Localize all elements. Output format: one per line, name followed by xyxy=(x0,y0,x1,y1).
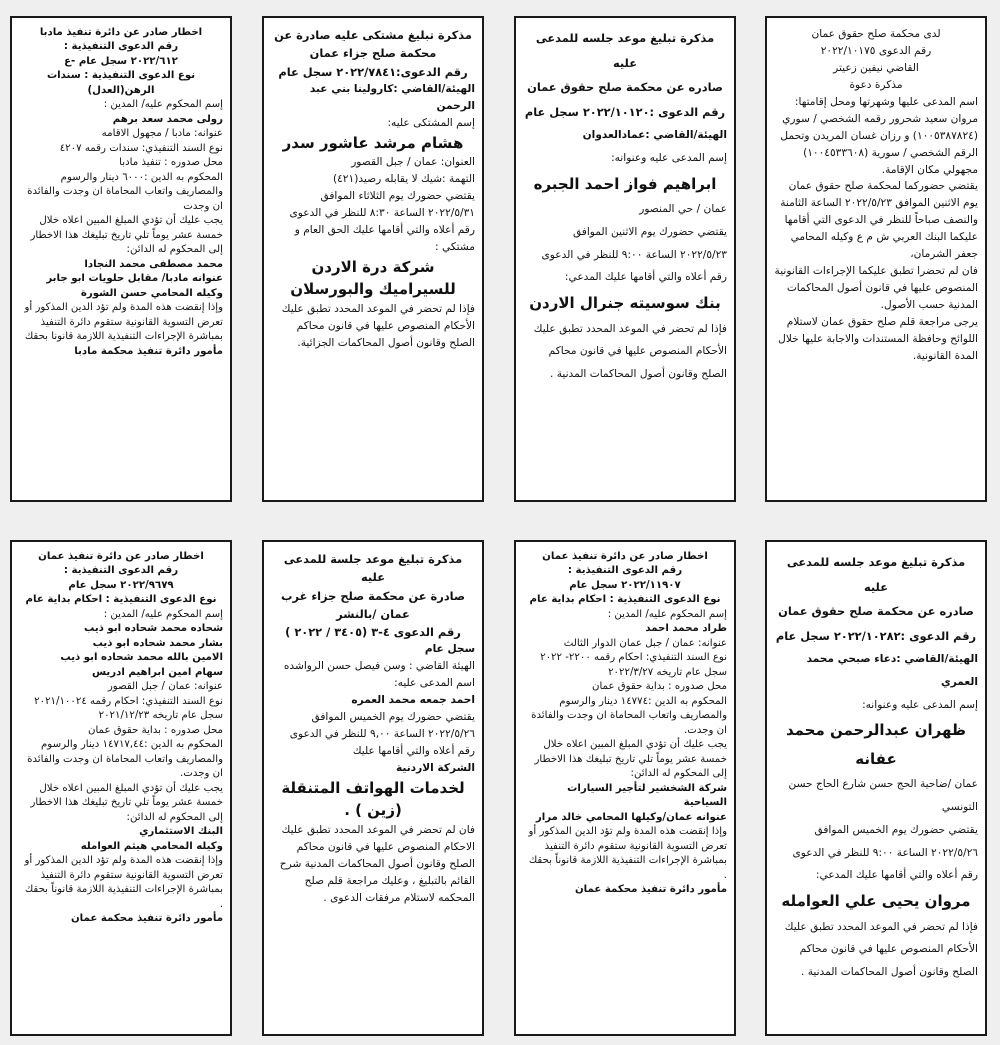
notice-line: ظهران عبدالرحمن محمد عفانه xyxy=(785,721,967,768)
notice-line: بشار محمد شحاده ابو ذيب xyxy=(92,637,223,649)
notice-line: إسم المحكوم عليه/ المدين : xyxy=(103,99,223,111)
notice-line: نوع السند التنفيذي: سندات رقمه ٤٢٠٧ xyxy=(59,142,223,154)
notice-hearing-date-zahran xyxy=(765,540,987,1036)
notice-magistrate-court-summons xyxy=(765,16,987,502)
notice-line: عمان /ضاحية الحج حسن شارع الحاج حسن التونسي xyxy=(788,778,978,814)
notice-line: يجب عليك أن تؤدي المبلغ المبين اعلاه خلال خمسة عشر يوماً تلي تاريخ تبليغك هذا الاخطار إلى المحكوم له الدائن: xyxy=(30,782,223,823)
notice-line: عنوانه عمان/وكيلها المحامي خالد مرار xyxy=(535,811,727,823)
notice-hearing-date-ibrahim xyxy=(514,16,736,502)
notice-line: العنوان: عمان / جبل القصور xyxy=(351,156,475,169)
notice-line: إسم المدعى عليه وعنوانه: xyxy=(611,151,727,164)
notice-line: مذكرة تبليغ مشتكى عليه صادرة عن xyxy=(274,28,472,42)
notice-line: الهيئة القاضي : وسن فيصل حسن الرواشده xyxy=(283,660,475,673)
notice-line: المحكوم به الدين :٦٠٠٠ دينار والرسوم والمصاريف واتعاب المحاماة ان وجدت والفائدة ان وجدت xyxy=(27,171,223,212)
notice-line: يقتضي حضورك يوم الخميس الموافق ٢٠٢٢/٥/٢٦ الساعة ٩:٠٠ للنظر في الدعوى رقم أعلاه والتي أقامها عليك المدعي: xyxy=(792,823,978,882)
notice-line: رقم الدعوى :٢٠٢٢/١٠٢٨٢ سجل عام xyxy=(775,628,977,643)
notice-line: ٢٠٢٢/١١٩٠٧ سجل عام xyxy=(569,579,681,591)
notice-line: عمان / حي المنصور xyxy=(639,203,727,216)
notice-line: مذكرة تبليغ موعد جلسه للمدعى عليه xyxy=(535,31,715,70)
notice-line: عنوانه: عمان / جبل عمان الدوار الثالث xyxy=(563,637,727,649)
notice-line: مأمور دائرة تنفيذ محكمة عمان xyxy=(574,884,727,896)
notice-line: مذكرة تبليغ موعد جلسة للمدعى عليه xyxy=(283,552,463,585)
notice-line: هشام مرشد عاشور سدر xyxy=(282,133,464,152)
notice-line: اسم المدعى عليها وشهرتها ومحل إقامتها: مروان سعيد شحرور رقمه الشخصي / سوري (١٠٠٥٣٨٧٨٢٤) و رزان غسان المريدن وتحمل الرقم الشخصي / سورية (١٠٠٤٥٣٣٦٠٨) مجهولي مكان الإقامة. xyxy=(780,95,978,176)
notice-line: محل صدوره : بداية حقوق عمان xyxy=(87,724,223,736)
notice-line: مذكرة تبليغ موعد جلسه للمدعى عليه xyxy=(786,555,966,594)
notice-line: القاضي نيفين زعيتر xyxy=(833,61,919,74)
notice-line: الامين بالله محمد شحاده ابو ذيب xyxy=(60,652,223,664)
notice-line: محمد مصطفى محمد النجادا xyxy=(84,258,223,270)
notice-line: المحكوم به الدين :١٤٧٧٤ دينار والرسوم والمصاريف واتعاب المحاماة ان وجدت والفائدة ان وجدت. xyxy=(531,695,727,736)
notice-line: لدى محكمة صلح حقوق عمان xyxy=(811,28,941,40)
notice-line: فإذا لم تحضر في الموعد المحدد تطبق عليك الأحكام المنصوص عليها في قانون محاكم الصلح وقانون أصول المحاكمات المدنية . xyxy=(784,920,978,979)
notice-line: سهام امين ابراهيم ادريس xyxy=(92,666,223,678)
notice-amman-execution-abu-theeb xyxy=(10,540,232,1036)
notice-line: الهيئة/القاضي :دعاء صبحي محمد العمري xyxy=(806,653,978,688)
notice-line: صادره عن محكمة صلح حقوق عمان xyxy=(527,80,723,95)
notice-line: الشركة الاردنية xyxy=(395,761,475,774)
notice-line: نوع الدعوى التنفيذية : احكام بداية عام xyxy=(25,594,217,606)
notice-line: فان لم تحضرا تطبق عليكما الإجراءات القانونية المنصوص عليها في قانون أصول المحاكمات المدنية حسب الأصول. xyxy=(774,265,978,311)
notice-line: رقم الدعوى التنفيذية : xyxy=(63,565,179,577)
notice-line: نوع السند التنفيذي: احكام رقمه ٢٢٠٠- ٢٠٢٢ سجل عام تاريخه ٢٠٢٢/٣/٢٧ xyxy=(540,652,727,678)
notice-line: اسم المدعى عليه: xyxy=(394,677,475,690)
notice-line: اخطار صادر عن دائرة تنفيذ مادبا xyxy=(39,27,203,38)
notice-line: وكيله المحامي هيثم العوامله xyxy=(80,840,223,852)
notice-complaint-hisham xyxy=(262,16,484,502)
notice-line: طراد محمد احمد xyxy=(645,623,727,635)
notice-line: يقتضي حضوركما لمحكمة صلح حقوق عمان يوم الاثنين الموافق ٢٠٢٢/٥/٢٣ الساعة الثامنة والنصف صباحاً للنظر في الدعوى التي أقامها عليكما البنك العربي ش م ع وكيله المحامي جعفر الشرمان، xyxy=(780,180,978,261)
notice-line: يجب عليك أن تؤدي المبلغ المبين اعلاه خلال خمسة عشر يوماً تلي تاريخ تبليغك هذا الاخطار إلى المحكوم له الدائن: xyxy=(534,739,727,780)
notice-line: رقم الدعوى:٢٠٢٢/٧٨٤١ سجل عام xyxy=(278,64,468,79)
notice-line: مذكرة دعوة xyxy=(849,78,903,91)
notice-line: إسم المحكوم عليه/ المدين : xyxy=(607,608,727,620)
notice-line: إسم المدعى عليه وعنوانه: xyxy=(862,698,978,711)
notice-line: رقم الدعوى ٤-٣ (٣٤٠٥ / ٢٠٢٢ ) xyxy=(285,625,461,639)
notice-line: التهمة :شيك لا يقابله رصيد(٤٢١) xyxy=(332,173,475,185)
notice-line: يقتضي حضورك يوم الاثنين الموافق ٢٠٢٢/٥/٢٣ الساعة ٩:٠٠ للنظر في الدعوى رقم أعلاه والتي أقامها عليك المدعي: xyxy=(541,225,727,284)
notice-line: ٢٠٢٢/٦١٢ سجل عام -ع xyxy=(64,55,178,67)
notice-line: شركة درة الاردن للسيراميك والبورسلان xyxy=(290,257,456,299)
notice-line: وإذا إنقضت هذه المدة ولم تؤد الدين المذكور أو تعرض التسوية القانونية ستقوم دائرة التنفيذ بمباشرة الإجراءات التنفيذية اللازمة قانوناً بحقك . xyxy=(528,826,727,881)
notice-line: رقم الدعوى التنفيذية : xyxy=(63,41,179,53)
notice-line: صادرة عن محكمة صلح جزاء غرب عمان /بالنشر xyxy=(281,588,465,621)
notice-line: مأمور دائرة تنفيذ محكمة عمان xyxy=(70,913,223,925)
notice-line: لخدمات الهواتف المتنقلة (زين ) . xyxy=(281,778,465,820)
notice-line: شركة الشخشير لتأجير السيارات السياحية xyxy=(567,782,727,809)
notice-line: رولى محمد سعد برهم xyxy=(112,113,223,125)
notice-line: الهيئة/القاضي :عمادالعدوان xyxy=(582,129,727,142)
notice-line: مروان يحيى علي العوامله xyxy=(781,892,971,911)
notice-line: يقتضي حضورك يوم الخميس الموافق ٢٠٢٢/٥/٢٦ الساعة ٩,٠٠ للنظر في الدعوى رقم أعلاه والتي أقامها عليك xyxy=(289,711,475,757)
notice-madaba-execution xyxy=(10,16,232,502)
notice-line: محكمة صلح جزاء عمان xyxy=(309,46,437,61)
notice-line: صادره عن محكمة صلح حقوق عمان xyxy=(778,604,974,619)
notice-line: يقتضي حضورك يوم الثلاثاء الموافق ٢٠٢٢/٥/٣١ الساعة ٨:٣٠ للنظر في الدعوى رقم أعلاه والتي أقامها عليك الحق العام و مشتكي : xyxy=(289,189,475,253)
notice-line: شحاده محمد شحاده ابو ذيب xyxy=(84,623,223,635)
notice-line: نوع الدعوى التنفيذية : سندات الرهن(العدل) xyxy=(46,70,196,96)
notice-hearing-date-ahmad xyxy=(262,540,484,1036)
notice-line: إسم المشتكى عليه: xyxy=(387,116,475,129)
notice-line: رقم الدعوى التنفيذية : xyxy=(567,565,683,577)
notice-line: اخطار صادر عن دائرة تنفيذ عمان xyxy=(38,551,204,562)
notice-line: فان لم تحضر في الموعد المحدد تطبق عليك الاحكام المنصوص عليها في قانون محاكم الصلح وقانون أصول المحاكمات المدنية شرح القائم بالتبليغ ، وعليك مراجعة قلم صلح المحكمه لاستلام مرفقات الدعوى . xyxy=(279,823,475,904)
notice-line: عنوانه: مادبا / مجهول الاقامه xyxy=(101,128,223,140)
notice-line: عنوانه: عمان / جبل القصور xyxy=(107,681,223,693)
notice-line: إسم المحكوم عليه/ المدين : xyxy=(103,608,223,620)
notice-line: فإذا لم تحضر في الموعد المحدد تطبق عليك الأحكام المنصوص عليها في قانون محاكم الصلح وقانون أصول المحاكمات الجزائية. xyxy=(281,302,475,349)
notice-line: سجل عام xyxy=(424,643,475,656)
notice-line: احمد جمعه محمد العمره xyxy=(351,694,475,707)
notice-line: المحكوم به الدين :١٤٧١٧,٤٤ دينار والرسوم والمصاريف واتعاب المحاماة ان وجدت والفائدة ان وجدت. xyxy=(27,739,223,780)
notice-line: عنوانه مادبا/ مقابل حلويات ابو جابر xyxy=(46,273,223,285)
notice-line: بنك سوسيته جنرال الاردن xyxy=(529,294,721,313)
notice-line: مأمور دائرة تنفيذ محكمة مادبا xyxy=(74,345,223,357)
notice-line: رقم الدعوى :٢٠٢٢/١٠١٢٠ سجل عام xyxy=(524,104,726,119)
notice-line: اخطار صادر عن دائرة تنفيذ عمان xyxy=(542,551,708,562)
notice-amman-execution-trad xyxy=(514,540,736,1036)
notice-line: محل صدوره : تنفيذ مادبا xyxy=(119,157,223,169)
notice-line: البنك الاستثماري xyxy=(139,826,223,838)
notice-line: وإذا إنقضت هذه المدة ولم تؤد الدين المذكور أو تعرض التسوية القانونية ستقوم دائرة التنفيذ بمباشرة الإجراءات التنفيذية اللازمة قانوناً بحقك . xyxy=(24,855,223,910)
notice-line: نوع السند التنفيذي: احكام رقمه ٢٠٢١/١٠٠٢٤ سجل عام تاريخه ٢٠٢١/١٢/٢٣ xyxy=(34,695,223,722)
notice-line: يرجى مراجعة قلم صلح حقوق عمان لاستلام اللوائح وحافظة المستندات والاجابة عليها خلال المدة القانونية. xyxy=(778,315,978,362)
notice-line: فإذا لم تحضر في الموعد المحدد تطبق عليك الأحكام المنصوص عليها في قانون محاكم الصلح وقانون أصول المحاكمات المدنية . xyxy=(533,322,727,381)
notice-line: ٢٠٢٢/٩٦٧٩ سجل عام xyxy=(68,579,174,591)
notice-line: رقم الدعوى ٢٠٢٢/١٠١٧٥ xyxy=(820,44,932,57)
notice-line: يجب عليك أن تؤدي المبلغ المبين اعلاه خلال خمسة عشر يوماً تلي تاريخ تبليغك هذا الاخطار إلى المحكوم له الدائن: xyxy=(30,215,223,256)
notice-line: وإذا إنقضت هذه المدة ولم تؤد الدين المذكور أو تعرض التسوية القانونية ستقوم دائرة التنفيذ بمباشرة الإجراءات التنفيذية اللازمة قانونا بحقك xyxy=(24,302,223,343)
notice-line: وكيله المحامي حسن الشورة xyxy=(80,287,223,299)
notice-line: الهيئة/القاضي :كارولينا بني عبد الرحمن xyxy=(309,82,475,112)
notice-line: نوع الدعوى التنفيذية : احكام بداية عام xyxy=(529,594,721,606)
notice-line: ابراهيم فواز احمد الجبره xyxy=(533,174,717,193)
notice-line: محل صدوره : بداية حقوق عمان xyxy=(591,681,727,693)
